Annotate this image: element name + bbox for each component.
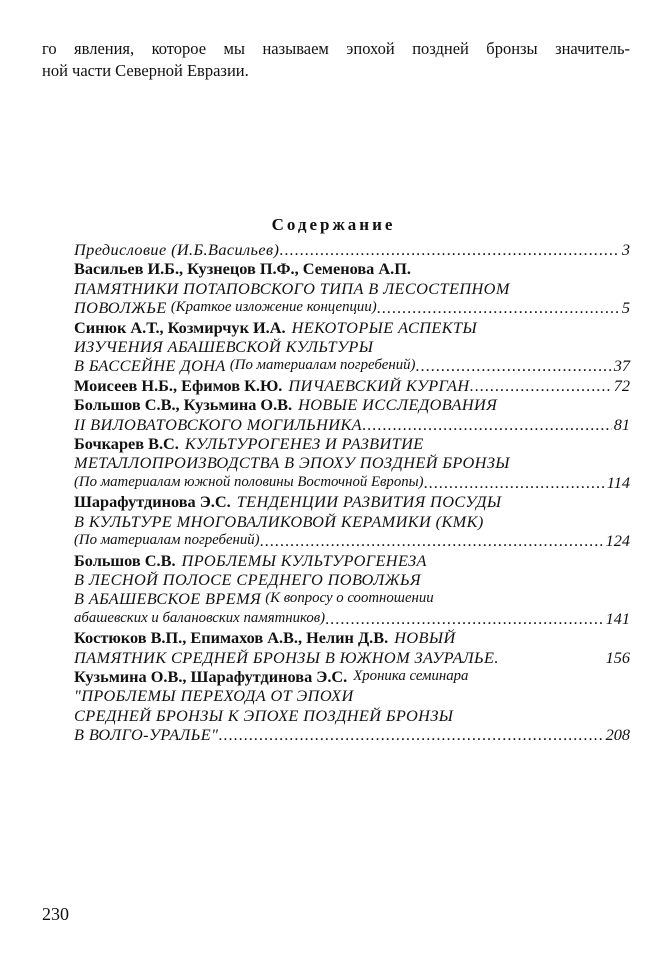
entry-subtitle: абашевских и балановских памятников) — [74, 609, 326, 626]
entry-title: "ПРОБЛЕМЫ ПЕРЕХОДА ОТ ЭПОХИ — [74, 686, 354, 706]
entry-title: Предисловие (И.Б.Васильев) — [74, 240, 280, 259]
entry-subtitle: (По материалам погребений) — [74, 532, 260, 549]
entry-authors: Большов С.В., Кузьмина О.В. — [74, 395, 293, 415]
entry-title: ТЕНДЕНЦИИ РАЗВИТИЯ ПОСУДЫ — [236, 492, 502, 512]
entry-title: В КУЛЬТУРЕ МНОГОВАЛИКОВОЙ КЕРАМИКИ (КМК) — [74, 511, 484, 531]
entry-page: 208 — [605, 725, 630, 745]
entry-title: ПАМЯТНИКИ ПОТАПОВСКОГО ТИПА В ЛЕСОСТЕПНОМ — [74, 278, 510, 298]
entry-page: 124 — [605, 531, 630, 551]
entry-title: СРЕДНЕЙ БРОНЗЫ К ЭПОХЕ ПОЗДНЕЙ БРОНЗЫ — [74, 705, 454, 725]
entry-title: ПРОБЛЕМЫ КУЛЬТУРОГЕНЕЗА — [181, 550, 427, 570]
toc-entry — [74, 434, 630, 492]
entry-title: ИЗУЧЕНИЯ АБАШЕВСКОЙ КУЛЬТУРЫ — [74, 337, 374, 357]
entry-title: В АБАШЕВСКОЕ ВРЕМЯ — [74, 589, 262, 609]
entry-title: ПАМЯТНИК СРЕДНЕЙ БРОНЗЫ В ЮЖНОМ ЗАУРАЛЬЕ. — [74, 647, 499, 667]
entry-title: МЕТАЛЛОПРОИЗВОДСТВА В ЭПОХУ ПОЗДНЕЙ БРОНЗЫ — [74, 453, 510, 473]
intro-paragraph — [42, 38, 630, 82]
toc-entry — [74, 395, 630, 434]
entry-authors: Васильев И.Б., Кузнецов П.Ф., Семенова А.П. — [74, 259, 411, 279]
entry-title: ПИЧАЕВСКИЙ КУРГАН — [288, 375, 470, 395]
page-number: 230 — [42, 904, 69, 924]
entry-title: Хроника семинара — [353, 667, 469, 684]
entry-title: В БАССЕЙНЕ ДОНА — [74, 356, 226, 376]
entry-authors: Синюк А.Т., Козмирчук И.А. — [74, 317, 286, 337]
leader-dots — [260, 531, 604, 550]
entry-subtitle: (Краткое изложение концепции) — [170, 299, 377, 316]
leader-dots — [415, 356, 611, 375]
entry-title: II ВИЛОВАТОВСКОГО МОГИЛЬНИКА — [74, 414, 363, 434]
leader-dots — [362, 415, 612, 434]
entry-subtitle: (К вопросу о соотношении — [265, 590, 434, 607]
toc-entry — [74, 240, 630, 259]
leader-dots — [377, 298, 620, 317]
table-of-contents — [74, 240, 630, 745]
leader-dots — [218, 725, 603, 744]
entry-authors: Шарафутдинова Э.С. — [74, 492, 231, 512]
leader-dots — [279, 240, 620, 259]
leader-dots — [325, 609, 603, 628]
entry-authors: Кузьмина О.В., Шарафутдинова Э.С. — [74, 666, 348, 686]
entry-title: НОВЫЕ ИССЛЕДОВАНИЯ — [298, 395, 498, 415]
entry-subtitle: (По материалам южной половины Восточной Европы) — [74, 473, 424, 490]
leader-dots — [424, 473, 605, 492]
entry-page: 156 — [605, 647, 630, 667]
leader-dots — [470, 376, 612, 395]
toc-entry — [74, 667, 630, 745]
contents-heading: Содержание — [271, 215, 396, 234]
entry-title: НОВЫЙ — [394, 628, 456, 648]
entry-page: 141 — [605, 608, 630, 628]
entry-page: 37 — [613, 356, 630, 376]
entry-page: 81 — [613, 414, 630, 434]
entry-page: 114 — [606, 472, 630, 492]
intro-line: ной части Северной Евразии. — [42, 61, 249, 80]
toc-entry — [74, 318, 630, 376]
entry-title: НЕКОТОРЫЕ АСПЕКТЫ — [291, 317, 478, 337]
entry-authors: Моисеев Н.Б., Ефимов К.Ю. — [74, 375, 283, 395]
entry-authors: Бочкарев В.С. — [74, 434, 179, 454]
entry-authors: Большов С.В. — [74, 550, 176, 570]
toc-entry — [74, 259, 630, 317]
entry-authors: Костюков В.П., Епимахов А.В., Нелин Д.В. — [74, 628, 389, 648]
entry-subtitle: (По материалам погребений) — [229, 357, 416, 374]
toc-entry — [74, 492, 630, 550]
entry-page: 5 — [621, 298, 630, 318]
toc-entry — [74, 376, 630, 395]
toc-entry — [74, 551, 630, 629]
entry-page: 72 — [613, 375, 630, 395]
entry-title: ПОВОЛЖЬЕ — [74, 298, 167, 318]
toc-entry — [74, 628, 630, 667]
entry-page: 3 — [621, 240, 630, 259]
entry-title: КУЛЬТУРОГЕНЕЗ И РАЗВИТИЕ — [184, 434, 424, 454]
entry-title: В ВОЛГО-УРАЛЬЕ" — [74, 725, 219, 745]
intro-line: го явления, которое мы называем эпохой поздней бронзы значитель- — [42, 39, 630, 58]
entry-title: В ЛЕСНОЙ ПОЛОСЕ СРЕДНЕГО ПОВОЛЖЬЯ — [74, 569, 421, 589]
